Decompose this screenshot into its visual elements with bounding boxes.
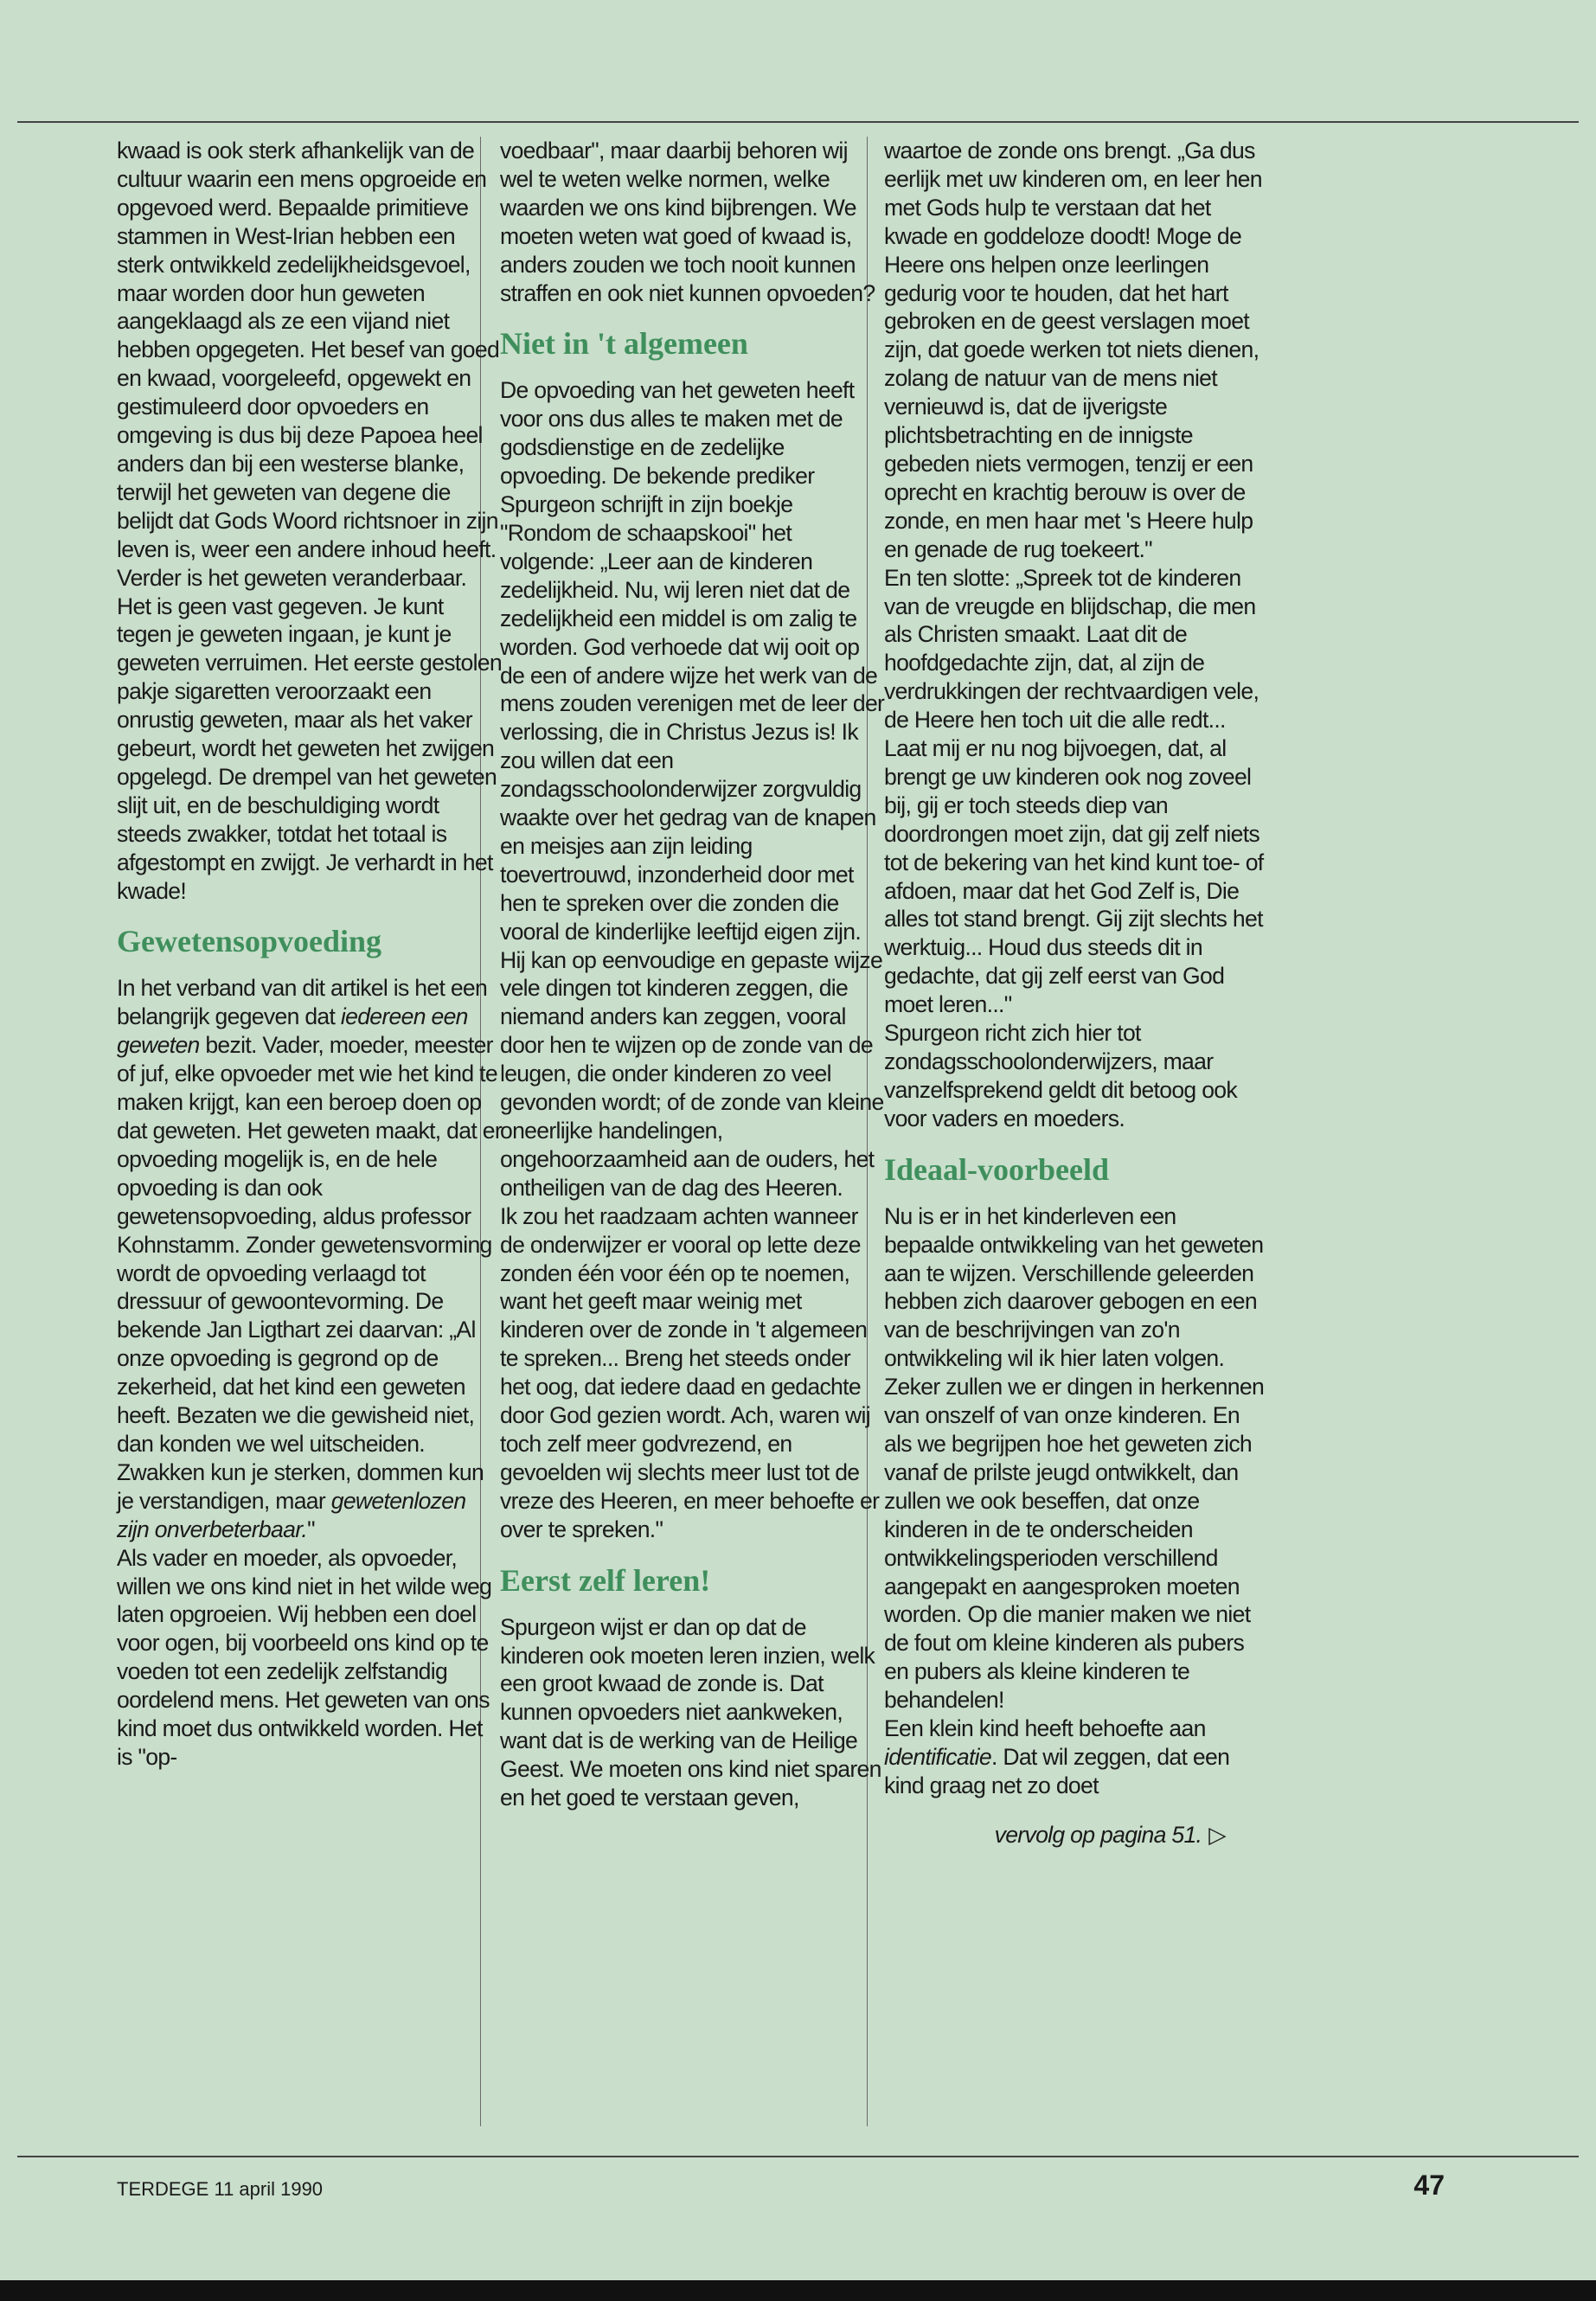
- paragraph: De opvoeding van het geweten heeft voor ons dus alles te maken met de godsdienstige en de zedelijke opvoeding. De bekende prediker Spurgeon schrijft in zijn boekje "Rondom de schaapskooi" het volgende: „Leer aan de kinderen zedelijkheid. Nu, wij leren niet dat de zedelijkheid een middel is om zalig te worden. God verhoede dat wij ooit op de een of andere wijze het werk van de mens zouden verenigen met de leer der verlossing, die in Christus Jezus is! Ik zou willen dat een zondagsschoolonderwijzer zorgvuldig waakte over het gedrag van de knapen en meisjes aan zijn leiding toevertrouwd, inzonderheid door met hen te spreken over die zonden die vooral de kinderlijke leeftijd eigen zijn. Hij kan op eenvoudige en gepaste wijze vele dingen tot kinderen zeggen, die niemand anders kan zeggen, vooral door hen te wijzen op de zonde van de leugen, die onder kinderen zo veel gevonden wordt; of de zonde van kleine oneerlijke handelingen, ongehoorzaamheid aan de ouders, het ontheiligen van de dag des Heeren.: [500, 377, 885, 1201]
- scan-edge: [0, 2280, 1596, 2301]
- paragraph: Verder is het geweten veranderbaar. Het is geen vast gegeven. Je kunt tegen je geweten ingaan, je kunt je geweten verruimen. Het eerste gestolen pakje sigaretten veroorzaakt een onrustig geweten, maar als het vaker gebeurt, wordt het geweten het zwijgen opgelegd. De drempel van het geweten slijt uit, en de beschuldiging wordt steeds zwakker, totdat het totaal is afgestompt en zwijgt. Je verhardt in het kwade!: [117, 564, 502, 904]
- text-run: bezit. Vader, moeder, meester of juf, elke opvoeder met wie het kind te maken krijgt, kan een beroep doen op dat geweten. Het geweten maakt, dat er opvoeding mogelijk is, en de hele opvoeding is dan ook gewetensopvoeding, aldus professor Kohnstamm. Zonder gewetensvorming wordt de opvoeding verlaagd tot dressuur of gewoontevorming. De bekende Jan Ligthart zei daarvan: „Al onze opvoeding is gegrond op de zekerheid, dat het kind een geweten heeft. Bezaten we die gewisheid niet, dan konden we wel uitscheiden. Zwakken kun je sterken, dommen kun je verstandigen, maar: [117, 1032, 502, 1514]
- section-heading: Ideaal-voorbeeld: [884, 1151, 1109, 1187]
- text-run: In het verband van dit artikel is het een belangrijk gegeven dat: [117, 975, 488, 1030]
- emphasis: iedereen een geweten: [117, 1003, 468, 1059]
- section-heading: Niet in 't algemeen: [500, 326, 748, 362]
- text-run: Een klein kind heeft behoefte aan: [884, 1715, 1206, 1742]
- continued-text: vervolg op pagina 51.: [994, 1821, 1202, 1848]
- paragraph: En ten slotte: „Spreek tot de kinderen van de vreugde en blijdschap, die men als Christen smaakt. Laat dit de hoofdgedachte zijn, dat, al zijn de verdrukkingen der rechtvaardigen vele, de Heere hen toch uit die alle redt... Laat mij er nu nog bijvoegen, dat, al brengt ge uw kinderen ook nog zoveel bij, gij er toch steeds diep van doordrongen moet zijn, dat gij zelf niets tot de bekering van het kind kunt toe- of afdoen, maar dat het God Zelf is, Die alles tot stand brengt. Gij zijt slechts het werktuig... Houd dus steeds dit in gedachte, dat gij zelf eerst van God moet leren...": [884, 564, 1264, 1018]
- paragraph: Spurgeon wijst er dan op dat de kinderen ook moeten leren inzien, welk een groot kwaad de zonde is. Dat kunnen opvoeders niet aankweken, want dat is de werking van de Heilige Geest. We moeten ons kind niet sparen en het goed te verstaan geven,: [500, 1613, 881, 1811]
- paragraph: Spurgeon richt zich hier tot zondagsschoolonderwijzers, maar vanzelfsprekend geldt dit betoog ook voor vaders en moeders.: [884, 1020, 1237, 1131]
- triangle-right-icon: ▷: [1208, 1821, 1226, 1848]
- paragraph: Als vader en moeder, als opvoeder, willen we ons kind niet in het wilde weg laten opgroeien. Wij hebben een doel voor ogen, bij voorbeeld ons kind op te voeden tot een zedelijk zelfstandig oordelend mens. Het geweten van ons kind moet dus ontwikkeld worden. Het is "op-: [117, 1544, 492, 1770]
- page-number: 47: [1413, 2170, 1445, 2201]
- paragraph: Ik zou het raadzaam achten wanneer de onderwijzer er vooral op lette deze zonden één voor één op te noemen, want het geeft maar weinig met kinderen over de zonde in 't algemeen te spreken... Breng het steeds onder het oog, dat iedere daad en gedachte door God gezien wordt. Ach, waren wij toch zelf meer godvrezend, en gevoelden wij slechts meer lust tot de vreze des Heeren, en meer behoefte er over te spreken.": [500, 1202, 880, 1542]
- emphasis: identificatie: [884, 1743, 991, 1770]
- paragraph: [884, 1715, 1269, 1800]
- publication-footer: TERDEGE 11 april 1990: [117, 2178, 324, 2200]
- paragraph: waartoe de zonde ons brengt. „Ga dus eerlijk met uw kinderen om, en leer hen met Gods hulp te verstaan dat het kwade en goddeloze doodt! Moge de Heere ons helpen onze leerlingen gedurig voor te houden, dat het hart gebroken en de geest verslagen moet zijn, dat goede werken tot niets dienen, zolang de natuur van de mens niet vernieuwd is, dat de ijverigste plichtsbetrachting en de innigste gebeden niets vermogen, tenzij er een oprecht en krachtig berouw is over de zonde, en men haar met 's Heere hulp en genade de rug toekeert.": [884, 138, 1262, 562]
- text-run: ": [307, 1516, 315, 1542]
- paragraph: Nu is er in het kinderleven een bepaalde ontwikkeling van het geweten aan te wijzen. Verschillende geleerden hebben zich daarover gebogen en een van de beschrijvingen van zo'n ontwikkeling wil ik hier laten volgen. Zeker zullen we er dingen in herkennen van onszelf of van onze kinderen. En als we begrijpen hoe het geweten zich vanaf de prilste jeugd ontwikkelt, dan zullen we ook beseffen, dat onze kinderen in de te onderscheiden ontwikkelingsperioden verschillend aangepakt en aangesproken moeten worden. Op die manier maken we niet de fout om kleine kinderen als pubers en pubers als kleine kinderen te behandelen!: [884, 1202, 1265, 1714]
- article-column-2: [500, 137, 885, 1812]
- paragraph: voedbaar", maar daarbij behoren wij wel te weten welke normen, welke waarden we ons kind bijbrengen. We moeten weten wat goed of kwaad is, anders zouden we toch nooit kunnen straffen en ook niet kunnen opvoeden?: [500, 138, 875, 306]
- article-column-1: [117, 137, 502, 1772]
- continued-link[interactable]: [884, 1821, 1269, 1849]
- section-heading: Eerst zelf leren!: [500, 1562, 711, 1598]
- article-column-3: [884, 137, 1269, 1849]
- paragraph: [117, 974, 502, 1543]
- text-run: . Dat wil zeggen, dat een kind graag net zo doet: [884, 1743, 1230, 1798]
- paragraph: kwaad is ook sterk afhankelijk van de cultuur waarin een mens opgroeide en opgevoed werd. Bepaalde primitieve stammen in West-Irian hebben een sterk ontwikkeld zedelijkheidsgevoel, maar worden door hun geweten aangeklaagd als ze een vijand niet hebben opgegeten. Het besef van goed en kwaad, voorgeleefd, opgewekt en gestimuleerd door opvoeders en omgeving is dus bij deze Papoea heel anders dan bij een westerse blanke, terwijl het geweten van degene die belijdt dat Gods Woord richtsnoer in zijn leven is, weer een andere inhoud heeft.: [117, 138, 500, 562]
- emphasis: gewetenlozen zijn onverbeterbaar.: [117, 1487, 466, 1542]
- section-heading: Gewetensopvoeding: [117, 924, 381, 959]
